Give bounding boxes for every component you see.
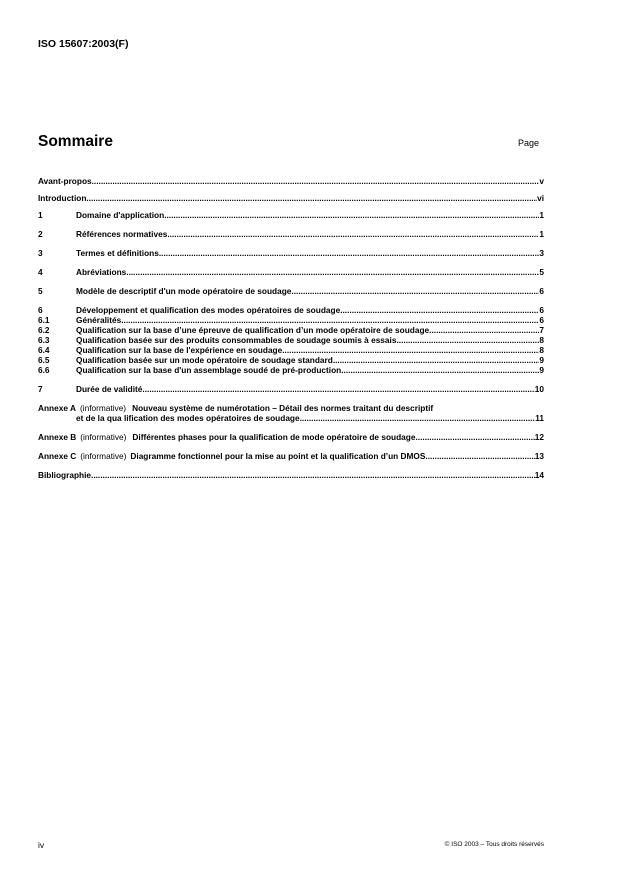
toc-entry-page: 1	[539, 229, 544, 239]
toc-entry-page: 14	[534, 470, 544, 480]
toc-entry-text: Généralités	[76, 315, 122, 325]
toc-entry[interactable]	[38, 355, 544, 365]
toc-entry[interactable]	[38, 267, 544, 277]
toc-entry-number: 3	[38, 248, 43, 258]
annex-title: Différentes phases pour la qualification de mode opératoire de soudage	[132, 432, 416, 442]
toc-entry-number: 6.3	[38, 335, 50, 345]
dot-leader	[282, 345, 539, 355]
dot-leader	[92, 176, 540, 186]
toc-entry-number: 6.5	[38, 355, 50, 365]
toc-entry-page: 13	[534, 451, 544, 461]
footer-copyright: © ISO 2003 – Tous droits réservés	[444, 841, 544, 848]
toc-entry-page: 9	[539, 355, 544, 365]
toc-entry-text: Durée de validité	[76, 384, 143, 394]
dot-leader	[91, 470, 535, 480]
toc-entry-page: 5	[539, 267, 544, 277]
toc-entry[interactable]	[38, 345, 544, 355]
dot-leader	[300, 413, 536, 423]
dot-leader	[340, 305, 539, 315]
dot-leader	[425, 451, 534, 461]
dot-leader	[86, 193, 537, 203]
toc-entry-page: 3	[539, 248, 544, 258]
toc-entry-number: 6.6	[38, 365, 50, 375]
dot-leader	[142, 384, 534, 394]
toc-entry-number: 6	[38, 305, 43, 315]
toc-entry[interactable]	[38, 176, 544, 186]
toc-entry[interactable]	[38, 325, 544, 335]
toc-entry-page: 6	[539, 286, 544, 296]
toc-entry-page: 9	[539, 365, 544, 375]
annex-label: Annexe C	[38, 451, 77, 461]
dot-leader	[167, 229, 539, 239]
annex-label: Annexe A	[38, 403, 76, 413]
annex-label: Annexe B	[38, 432, 77, 442]
toc-entry[interactable]	[38, 286, 544, 296]
toc-entry-page: 10	[534, 384, 544, 394]
toc-entry-text: Qualification sur la base d’une épreuve de qualification d’un mode opératoire de soudage	[76, 325, 430, 335]
toc-entry-text: Références normatives	[76, 229, 168, 239]
annex-title: Nouveau système de numérotation – Détail des normes traitant du descriptif	[132, 403, 434, 413]
toc-annex-c[interactable]	[38, 451, 544, 461]
toc-entry-number: 6.2	[38, 325, 50, 335]
annex-kind: (informative)	[80, 451, 127, 461]
toc-entry-text: Termes et définitions	[76, 248, 159, 258]
toc-entry-number: 2	[38, 229, 43, 239]
annex-kind: (informative)	[80, 432, 127, 442]
toc-entry-page: vi	[537, 193, 544, 203]
toc-entry-text: Qualification basée sur des produits consommables de soudage soumis à essais	[76, 335, 397, 345]
toc-annex-b[interactable]	[38, 432, 544, 442]
toc-entry[interactable]	[38, 384, 544, 394]
toc-entry-text: Qualification sur la base d'un assemblage soudé de pré-production	[76, 365, 342, 375]
toc-entry-number: 5	[38, 286, 43, 296]
table-of-contents	[38, 176, 544, 480]
dot-leader	[415, 432, 534, 442]
toc-entry-number: 1	[38, 210, 43, 220]
toc-entry-page: 8	[539, 345, 544, 355]
dot-leader	[333, 355, 540, 365]
toc-entry-number: 6.1	[38, 315, 50, 325]
dot-leader	[341, 365, 539, 375]
dot-leader	[126, 267, 539, 277]
toc-entry-text: Qualification basée sur un mode opératoire de soudage standard	[76, 355, 333, 365]
toc-bibliography[interactable]	[38, 470, 544, 480]
document-header: ISO 15607:2003(F)	[38, 38, 129, 50]
toc-entry-text: Développement et qualification des modes opératoires de soudage	[76, 305, 341, 315]
toc-entry[interactable]	[38, 315, 544, 325]
toc-entry-number: 7	[38, 384, 43, 394]
toc-entry-page: 8	[539, 335, 544, 345]
toc-annex-a[interactable]	[38, 403, 544, 423]
dot-leader	[159, 248, 540, 258]
toc-entry[interactable]	[38, 210, 544, 220]
toc-entry-page: 12	[534, 432, 544, 442]
toc-entry-page: 6	[539, 305, 544, 315]
toc-entry-text: Abréviations	[76, 267, 127, 277]
toc-entry-number: 4	[38, 267, 43, 277]
toc-entry-text: Bibliographie	[38, 470, 92, 480]
toc-entry-page: 7	[539, 325, 544, 335]
page-column-label: Page	[518, 138, 540, 148]
footer-page-number: iv	[38, 840, 45, 850]
toc-entry-number: 6.4	[38, 345, 50, 355]
toc-entry[interactable]	[38, 305, 544, 315]
toc-entry[interactable]	[38, 193, 544, 203]
toc-entry-text: Qualification sur la base de l'expérience en soudage	[76, 345, 283, 355]
toc-entry-page: 1	[539, 210, 544, 220]
toc-entry[interactable]	[38, 365, 544, 375]
dot-leader	[396, 335, 539, 345]
annex-kind: (informative)	[79, 403, 127, 413]
annex-title: Diagramme fonctionnel pour la mise au point et la qualification d’un DMOS	[130, 451, 426, 461]
annex-title-continued: et de la qua lification des modes opératoires de soudage	[76, 413, 300, 423]
toc-entry[interactable]	[38, 335, 544, 345]
toc-entry-page: 11	[535, 413, 544, 423]
toc-entry-text: Introduction	[38, 193, 87, 203]
dot-leader	[291, 286, 539, 296]
toc-entry-text: Avant-propos	[38, 176, 92, 186]
toc-entry-page: 6	[539, 315, 544, 325]
dot-leader	[164, 210, 539, 220]
dot-leader	[121, 315, 539, 325]
toc-entry[interactable]	[38, 248, 544, 258]
page-title: Sommaire	[38, 133, 113, 150]
toc-entry-text: Domaine d'application	[76, 210, 165, 220]
dot-leader	[429, 325, 539, 335]
toc-entry-page: v	[539, 176, 544, 186]
toc-entry[interactable]	[38, 229, 544, 239]
toc-entry-text: Modèle de descriptif d'un mode opératoire de soudage	[76, 286, 292, 296]
